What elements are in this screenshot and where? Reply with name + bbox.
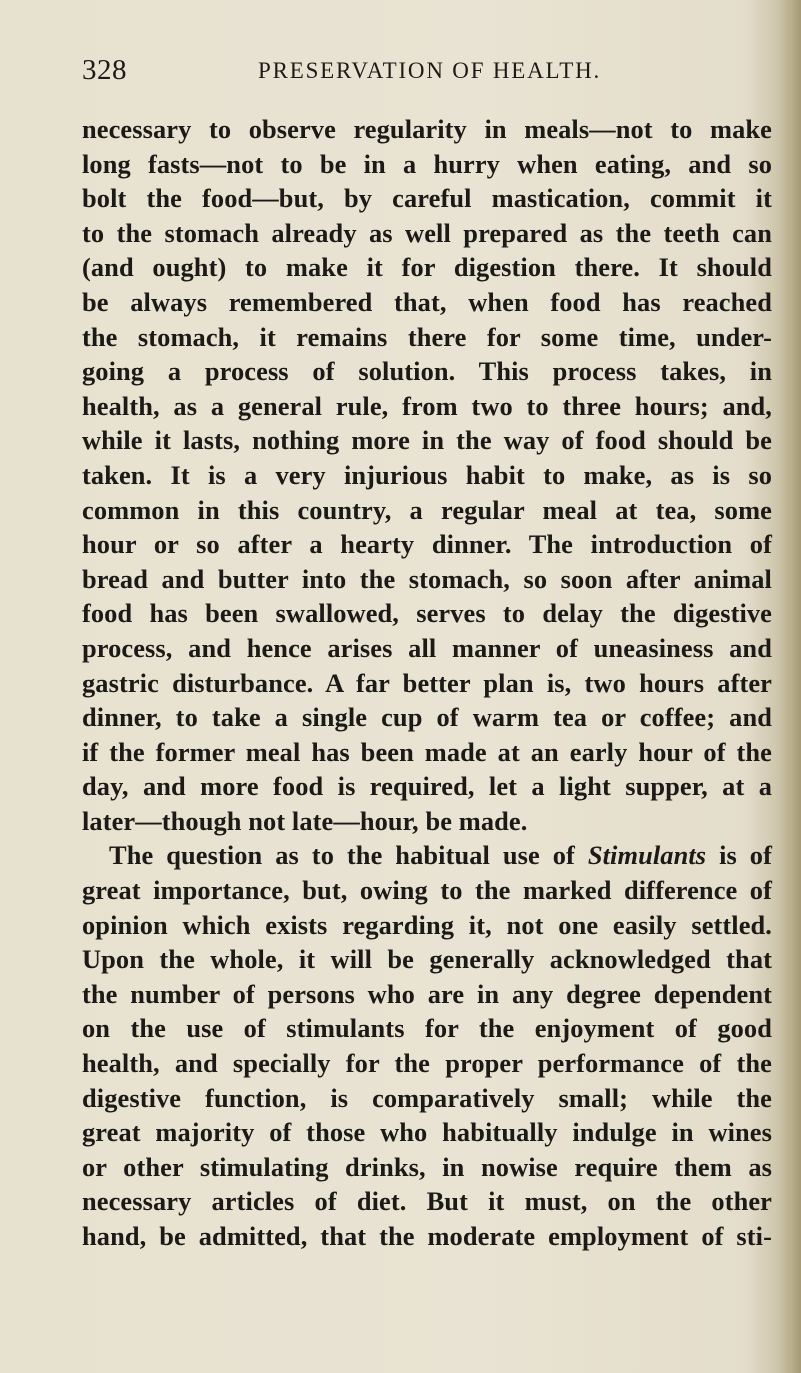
body-text [82, 112, 772, 1254]
text-line: on the use of stimulants for the enjoyment of good [82, 1013, 772, 1044]
text-run: The question as to the habitual use of [109, 840, 588, 871]
text-line: necessary to observe regularity in meals—not to make [82, 114, 772, 144]
italic-term: Stimulants [587, 840, 707, 871]
text-line: hour or so after a hearty dinner. The introduction of [82, 529, 772, 560]
text-line: health, and specially for the proper performance of the [82, 1048, 772, 1079]
text-line: going a process of solution. This process takes, in [82, 356, 772, 387]
text-line: process, and hence arises all manner of uneasiness and [82, 632, 772, 663]
page-header [82, 54, 772, 94]
text-run: is of [706, 840, 772, 871]
text-line: dinner, to take a single cup of warm tea or coffee; and [82, 702, 772, 733]
text-line: hand, be admitted, that the moderate employment of sti- [82, 1221, 772, 1251]
text-line: long fasts—not to be in a hurry when eating, and so [82, 148, 772, 179]
text-line-first [82, 838, 772, 873]
text-line: health, as a general rule, from two to three hours; and, [82, 390, 772, 421]
text-line: the stomach, it remains there for some time, under- [82, 321, 772, 352]
text-line: (and ought) to make it for digestion there. It should [82, 252, 772, 283]
text-line: digestive function, is comparatively small; while the [82, 1082, 772, 1113]
text-line: or other stimulating drinks, in nowise require them as [82, 1151, 772, 1182]
text-line: bread and butter into the stomach, so soon after animal [82, 563, 772, 594]
text-line: great majority of those who habitually indulge in wines [82, 1117, 772, 1148]
paragraph-1 [82, 112, 772, 838]
page-number: 328 [82, 54, 127, 86]
text-line: food has been swallowed, serves to delay the digestive [82, 598, 772, 629]
page-edge-shadow [779, 0, 801, 1373]
paragraph-2 [82, 838, 772, 1253]
running-head: PRESERVATION OF HEALTH. [258, 58, 602, 83]
text-line: to the stomach already as well prepared as the teeth can [82, 217, 772, 248]
text-line: common in this country, a regular meal at tea, some [82, 494, 772, 525]
text-line: day, and more food is required, let a light supper, at a [82, 771, 772, 802]
text-line: be always remembered that, when food has reached [82, 286, 772, 317]
text-line: if the former meal has been made at an early hour of the [82, 736, 772, 767]
text-line: necessary articles of diet. But it must, on the other [82, 1186, 772, 1217]
text-line: Upon the whole, it will be generally acknowledged that [82, 944, 772, 975]
text-line: gastric disturbance. A far better plan is, two hours after [82, 667, 772, 698]
text-line: opinion which exists regarding it, not one easily settled. [82, 909, 772, 940]
text-line: while it lasts, nothing more in the way of food should be [82, 425, 772, 456]
text-line: the number of persons who are in any degree dependent [82, 978, 772, 1009]
text-line: bolt the food—but, by careful mastication, commit it [82, 183, 772, 214]
text-line: later—though not late—hour, be made. [82, 805, 528, 836]
text-line: taken. It is a very injurious habit to make, as is so [82, 459, 772, 490]
text-line: great importance, but, owing to the marked difference of [82, 875, 772, 906]
